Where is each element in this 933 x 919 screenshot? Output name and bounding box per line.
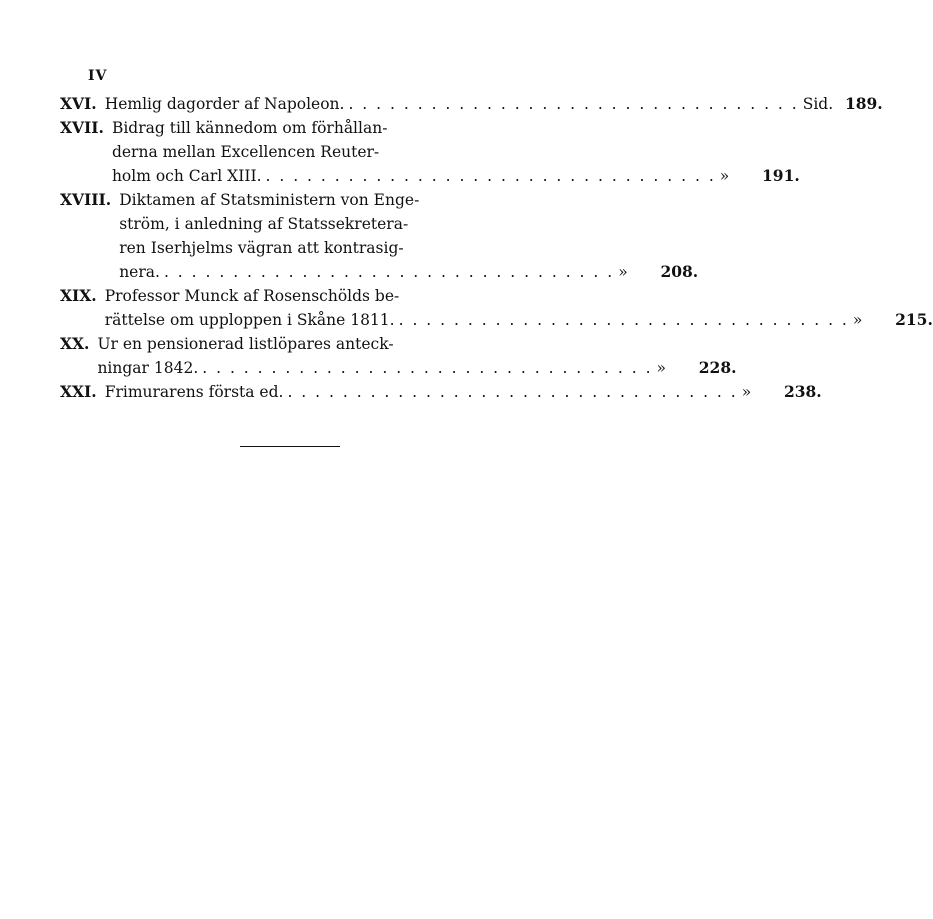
title-line: ren Iserhjelms vägran att kontrasig- (119, 239, 404, 257)
entry-number: XVIII. (60, 190, 112, 209)
title-line: Diktamen af Statsministern von Enge- (119, 191, 420, 209)
leader-dots (160, 260, 614, 284)
entry-number: XVII. (60, 118, 104, 137)
leader-dots (344, 92, 798, 116)
entry-number: XIX. (60, 286, 97, 305)
page-number: IV (88, 68, 108, 84)
page-prefix: » (741, 383, 752, 401)
title-line: ningar 1842. (97, 359, 199, 377)
entry-title (105, 380, 822, 404)
title-line: ström, i anledning af Statssekretera- (119, 215, 409, 233)
page-reference: 191. (762, 166, 800, 185)
section-rule (240, 446, 340, 447)
title-line: Hemlig dagorder af Napoleon. (104, 95, 345, 113)
page-reference: 215. (895, 310, 933, 329)
title-line: Frimurarens första ed. (104, 383, 284, 401)
leader-dots (262, 164, 716, 188)
page-reference: 208. (660, 262, 699, 281)
leader-dots (198, 356, 652, 380)
toc-entry (60, 92, 883, 116)
page-reference: 228. (698, 358, 737, 377)
page-prefix: » (719, 167, 730, 185)
page-prefix: Sid. (802, 95, 834, 113)
title-line-last (105, 380, 822, 404)
title-line: Ur en pensionerad listlöpares anteck- (97, 335, 394, 353)
entry-title (119, 188, 698, 284)
entry-number: XVI. (60, 94, 97, 113)
toc-entry (60, 332, 737, 380)
title-line-last (105, 92, 883, 116)
entry-title (112, 116, 800, 188)
title-line-last (112, 164, 800, 188)
entry-number: XXI. (60, 382, 97, 401)
toc-entry (60, 284, 933, 332)
toc-entry (60, 188, 699, 284)
title-line-last (105, 308, 933, 332)
title-line: nera. (119, 263, 160, 281)
title-line: derna mellan Excellencen Reuter- (111, 143, 380, 161)
title-line: holm och Carl XIII. (111, 167, 262, 185)
leader-dots (283, 380, 737, 404)
toc-entry (60, 116, 800, 188)
page-prefix: » (618, 263, 628, 281)
title-line-last (119, 260, 698, 284)
title-line: rättelse om upploppen i Skåne 1811. (104, 311, 395, 329)
entry-number: XX. (60, 334, 90, 353)
title-line: Bidrag till kännedom om förhållan- (111, 119, 388, 137)
entry-title (105, 92, 883, 116)
leader-dots (395, 308, 849, 332)
entry-title (105, 284, 933, 332)
page-prefix: » (656, 359, 666, 377)
page-prefix: » (852, 311, 863, 329)
page-reference: 238. (783, 382, 822, 401)
toc-entry (60, 380, 822, 404)
entry-title (97, 332, 736, 380)
title-line-last (97, 356, 736, 380)
title-line: Professor Munck af Rosenschölds be- (104, 287, 400, 305)
table-of-contents (60, 92, 933, 404)
page-reference: 189. (844, 94, 883, 113)
